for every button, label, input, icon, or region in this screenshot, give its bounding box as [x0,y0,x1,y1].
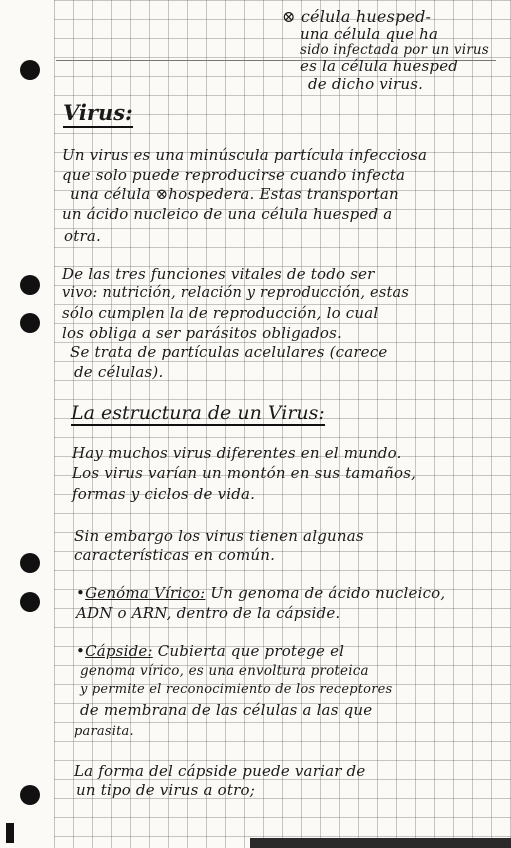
page-title: Virus: [63,100,133,128]
bullet-term: Cápside: [85,642,153,660]
text-line: formas y ciclos de vida. [72,485,256,503]
bullet-dot: • [76,584,86,602]
text-line: y permite el reconocimiento de los receptores [80,682,393,697]
text-line: Sin embargo los virus tienen algunas [74,527,364,545]
section-heading: La estructura de un Virus: [71,402,325,424]
text-line: vivo: nutrición, relación y reproducción, estas [62,285,409,301]
binder-hole [20,785,40,805]
text-line: Los virus varían un montón en sus tamaños, [72,464,417,482]
bullet-text: Cubierta que protege el [157,642,345,660]
binder-hole [20,60,40,80]
text-line: genoma vírico, es una envoltura proteica [80,663,369,679]
bullet-term: Genóma Vírico: [85,584,206,602]
text-line: La forma del cápside puede variar de [74,762,366,780]
text-line: los obliga a ser parásitos obligados. [62,324,343,342]
text-line: otra. [64,227,101,245]
text-line: que solo puede reproducirse cuando infecta [62,166,406,184]
bullet-dot: • [76,642,86,660]
text-line: sólo cumplen la de reproducción, lo cual [62,304,379,322]
text-line: un ácido nucleico de una célula huesped a [62,205,393,223]
note-line: sido infectada por un virus [300,42,489,58]
text-line: De las tres funciones vitales de todo ser [62,265,375,283]
page-edge-mark [6,823,14,843]
page-margin [0,0,54,848]
note-line: de dicho virus. [308,75,424,93]
note-line: es la célula huesped [300,57,459,75]
text-line: un tipo de virus a otro; [76,781,255,799]
text-line: una célula ⊗hospedera. Estas transportan [70,185,399,203]
bullet-capside [76,643,344,659]
note-line: una célula que ha [300,25,439,43]
note-line: ⊗ célula huesped- [282,7,432,26]
page-edge-shadow [250,838,511,848]
binder-hole [20,275,40,295]
text-line: ADN o ARN, dentro de la cápside. [76,604,341,622]
bullet-text: Un genoma de ácido nucleico, [210,584,446,602]
bullet-genoma [76,585,445,601]
text-line: Se trata de partículas acelulares (carece [70,343,388,361]
binder-hole [20,592,40,612]
binder-hole [20,553,40,573]
text-line: Un virus es una minúscula partícula infecciosa [62,146,428,164]
text-line: Hay muchos virus diferentes en el mundo. [72,444,402,462]
text-line: parasita. [74,724,134,739]
text-line: características en común. [74,546,276,564]
text-line: de células). [74,363,164,381]
binder-hole [20,313,40,333]
text-line: de membrana de las células a las que [80,701,373,719]
